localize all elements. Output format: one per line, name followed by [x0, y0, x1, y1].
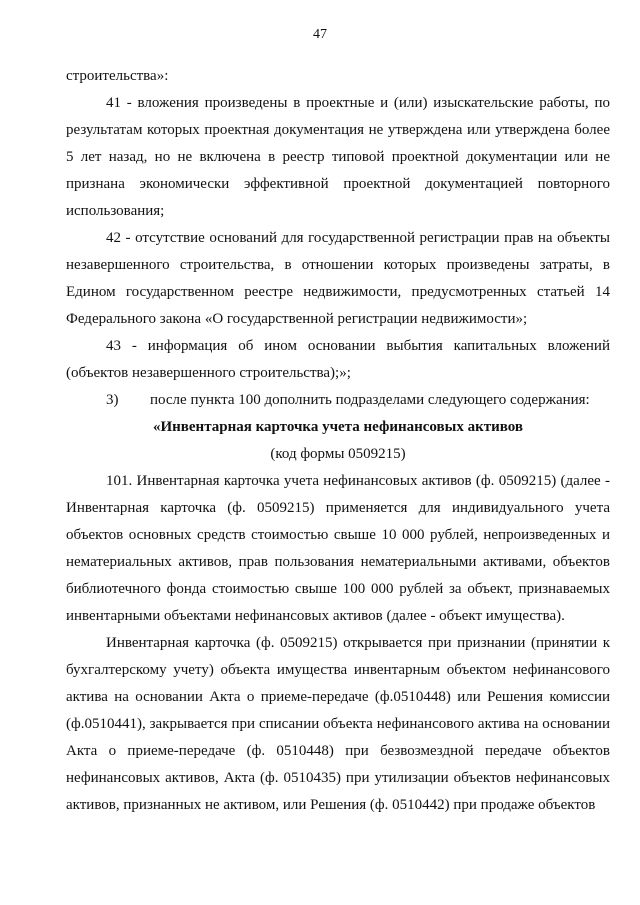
list-item-number: 3): [106, 392, 119, 408]
section-heading: «Инвентарная карточка учета нефинансовых активов: [152, 419, 523, 435]
list-item-text: после пункта 100 дополнить подразделами следующего содержания:: [150, 392, 590, 408]
section-subheading: (код формы 0509215): [270, 446, 406, 462]
page-number: 47: [313, 27, 327, 42]
paragraph-43: 43 - информация об ином основании выбытия капитальных вложений (объектов незавершенного строительства);»;: [66, 338, 610, 381]
list-item-3: [66, 387, 610, 414]
paragraph-41: 41 - вложения произведены в проектные и (или) изыскательские работы, по результатам которых проектная документация не утверждена или утверждена более 5 лет назад, но не включена в реестр типовой проектной документации или не признана экономически эффективной проектной документацией повторного использования;: [66, 95, 610, 219]
document-body: [66, 63, 610, 819]
paragraph-continuation: строительства»:: [66, 68, 169, 84]
paragraph-101: 101. Инвентарная карточка учета нефинансовых активов (ф. 0509215) (далее - Инвентарная карточка (ф. 0509215) применяется для индивидуального учета объектов основных средств стоимостью свыше 10 000 рублей, непроизведенных и нематериальных активов, прав пользования нематериальными активами, объектов библиотечного фонда стоимостью свыше 100 000 рублей за объект, признаваемых инвентарными объектами нефинансовых активов (далее - объект имущества).: [66, 473, 610, 624]
paragraph-42: 42 - отсутствие оснований для государственной регистрации прав на объекты незавершенного строительства, в отношении которых произведены затраты, в Едином государственном реестре недвижимости, предусмотренных статьей 14 Федерального закона «О государственной регистрации недвижимости»;: [66, 230, 610, 327]
paragraph-inventory-card: Инвентарная карточка (ф. 0509215) открывается при признании (принятии к бухгалтерскому учету) объекта имущества инвентарным объектом нефинансового актива на основании Акта о приеме-передаче (ф.0510448) или Решения комиссии (ф.0510441), закрывается при списании объекта нефинансового актива на основании Акта о приеме-передаче (ф. 0510448) при безвозмездной передаче объектов нефинансовых активов, Акта (ф. 0510435) при утилизации объектов нефинансовых активов, признанных не активом, или Решения (ф. 0510442) при продаже объектов: [66, 635, 610, 813]
